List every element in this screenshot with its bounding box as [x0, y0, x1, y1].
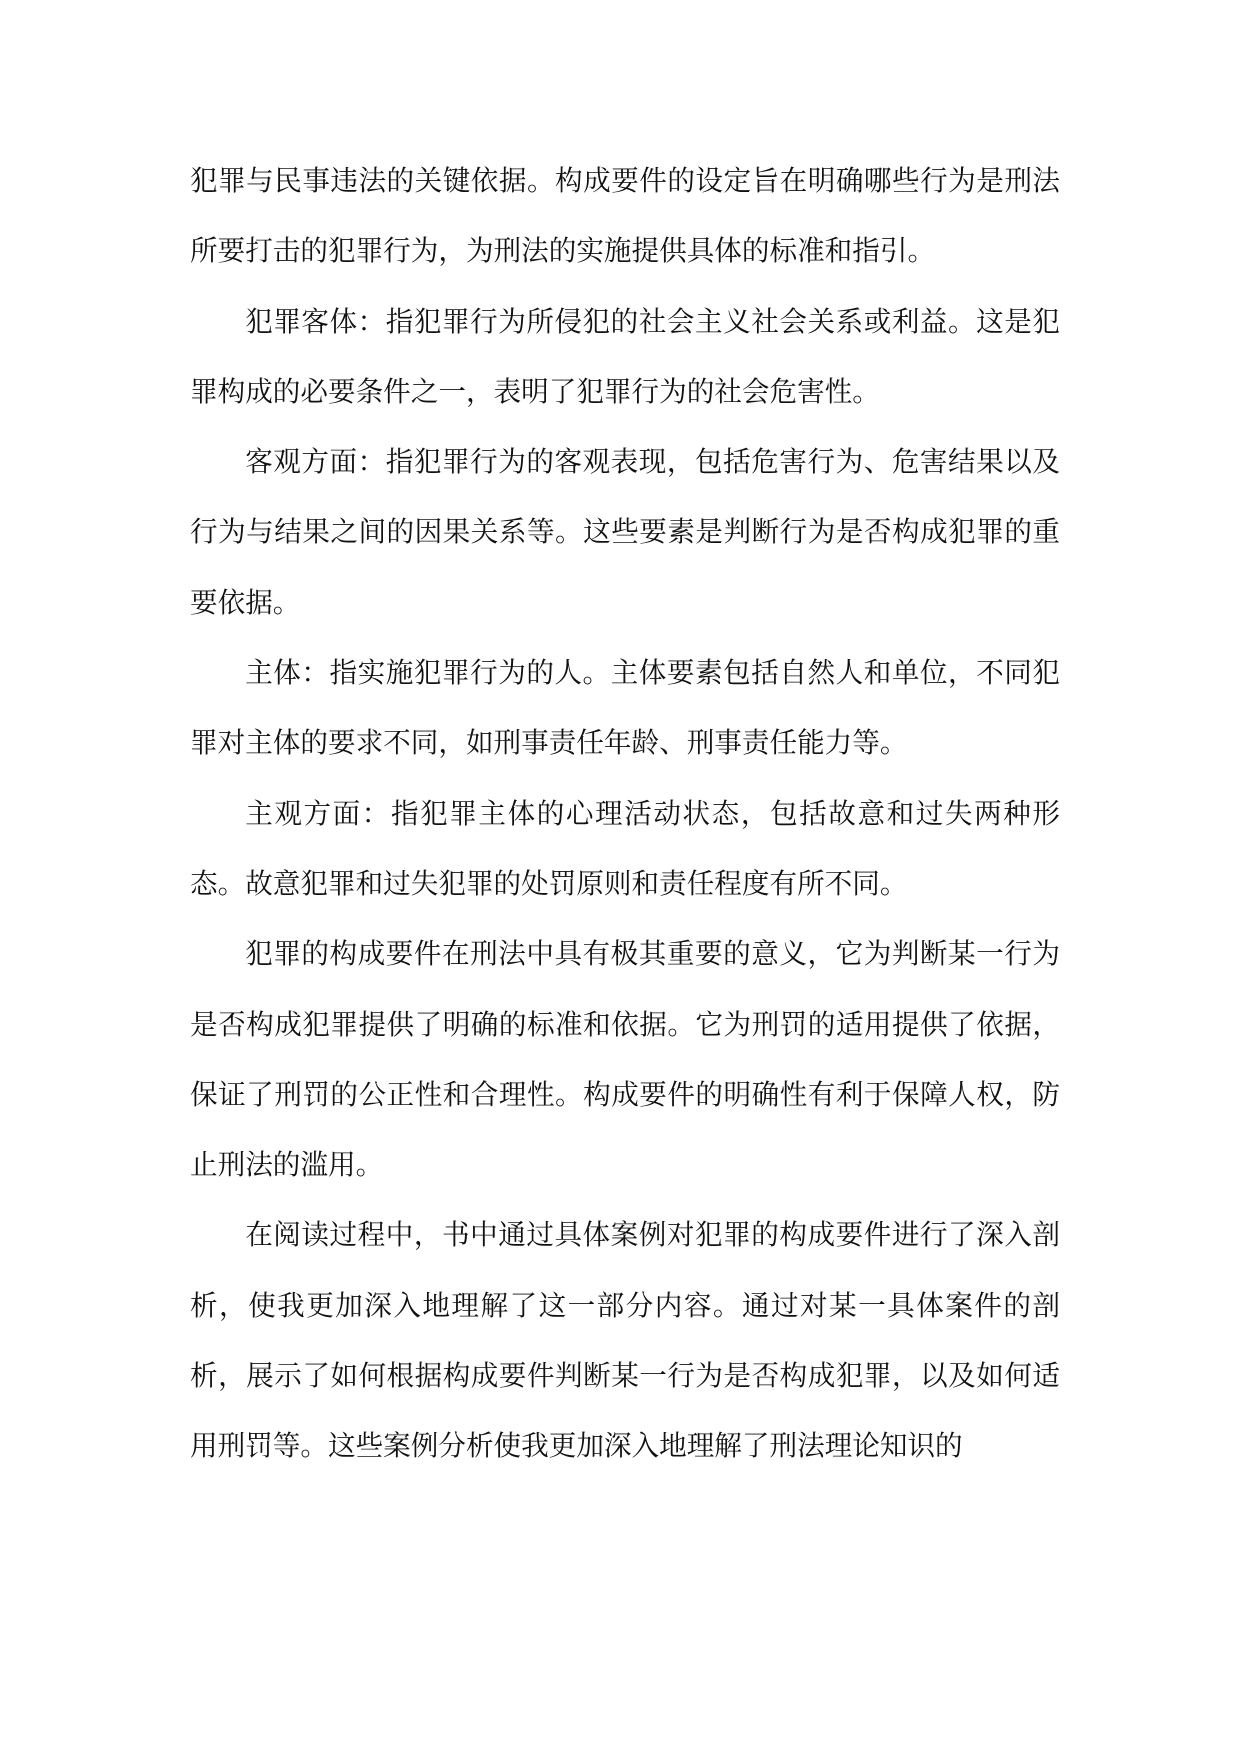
paragraph-subjective-aspect: 主观方面：指犯罪主体的心理活动状态，包括故意和过失两种形态。故意犯罪和过失犯罪的处罚原则和责任程度有所不同。	[190, 796, 1060, 900]
paragraph-reading-reflection: 在阅读过程中，书中通过具体案例对犯罪的构成要件进行了深入剖析，使我更加深入地理解了这一部分内容。通过对某一具体案件的剖析，展示了如何根据构成要件判断某一行为是否构成犯罪，以及如何适用刑罚等。这些案例分析使我更加深入地理解了刑法理论知识的	[190, 1218, 1060, 1463]
paragraph-subject: 主体：指实施犯罪行为的人。主体要素包括自然人和单位，不同犯罪对主体的要求不同，如刑事责任年龄、刑事责任能力等。	[190, 656, 1060, 760]
paragraph-crime-object: 犯罪客体：指犯罪行为所侵犯的社会主义社会关系或利益。这是犯罪构成的必要条件之一，表明了犯罪行为的社会危害性。	[190, 304, 1060, 408]
paragraph-continuation: 犯罪与民事违法的关键依据。构成要件的设定旨在明确哪些行为是刑法所要打击的犯罪行为，为刑法的实施提供具体的标准和指引。	[190, 164, 1060, 268]
document-body	[190, 146, 1060, 1482]
paragraph-objective-aspect: 客观方面：指犯罪行为的客观表现，包括危害行为、危害结果以及行为与结果之间的因果关系等。这些要素是判断行为是否构成犯罪的重要依据。	[190, 445, 1060, 619]
paragraph-significance: 犯罪的构成要件在刑法中具有极其重要的意义，它为判断某一行为是否构成犯罪提供了明确的标准和依据。它为刑罚的适用提供了依据，保证了刑罚的公正性和合理性。构成要件的明确性有利于保障人权，防止刑法的滥用。	[190, 937, 1060, 1182]
